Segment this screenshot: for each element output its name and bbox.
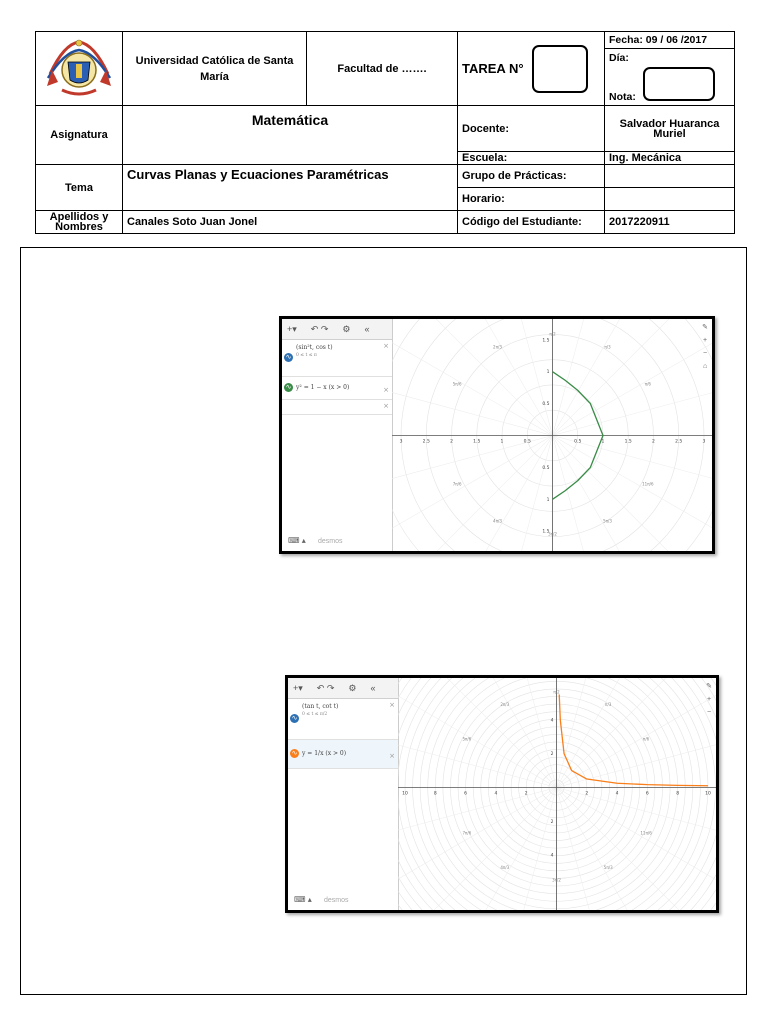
x-tick-label: 6: [645, 791, 649, 797]
polar-ray: [453, 436, 552, 551]
graph-plot-2[interactable]: [398, 678, 716, 910]
polar-ring: [398, 678, 716, 910]
y-tick-label: 1: [546, 370, 550, 376]
desmos-brand: desmos: [318, 538, 343, 545]
collapse-icon[interactable]: «: [370, 683, 376, 693]
polar-ray: [501, 319, 552, 436]
polar-graph-svg: [392, 319, 712, 551]
angle-label: 3π/2: [552, 877, 561, 883]
y-tick-label: 1: [546, 497, 550, 503]
expression-domain: 0 ≤ t ≤ π: [296, 353, 317, 358]
angle-label: 5π/3: [603, 518, 612, 524]
university-logo-icon: [44, 34, 114, 100]
tema-label: Tema: [36, 165, 123, 211]
tema-value: Curvas Planas y Ecuaciones Paramétricas: [123, 165, 458, 211]
polar-ring: [398, 678, 716, 910]
expression-text: y² = 1 − x (x > 0): [296, 384, 350, 391]
graph-screenshot-2: [285, 675, 719, 913]
polar-ray: [412, 436, 552, 551]
x-tick-label: 3: [399, 439, 403, 445]
polar-ray: [453, 319, 552, 436]
x-tick-label: 2.5: [675, 439, 683, 445]
angle-label: π/6: [644, 381, 651, 387]
polar-ring: [398, 678, 716, 910]
polar-ray: [553, 319, 652, 436]
keyboard-icon[interactable]: ⌨ ▴: [288, 536, 306, 545]
grupo-label: Grupo de Prácticas:: [458, 165, 605, 188]
faculty-name: Facultad de …….: [307, 32, 458, 106]
x-tick-label: 1: [601, 439, 605, 445]
add-icon[interactable]: +▾: [287, 323, 297, 334]
nota-box[interactable]: [643, 67, 715, 101]
close-icon[interactable]: ×: [389, 752, 395, 760]
graph-tools: [706, 682, 712, 716]
y-tick-label: 1.5: [542, 338, 550, 344]
polar-ray: [556, 735, 716, 787]
y-tick-label: 0.5: [542, 402, 550, 408]
expression-color-icon[interactable]: ∿: [285, 383, 292, 391]
graph-tools: [702, 323, 708, 370]
escuela-value: Ing. Mecánica: [605, 152, 735, 165]
angle-label: π/2: [549, 331, 556, 337]
y-tick-label: 1.5: [542, 529, 550, 535]
wrench-icon[interactable]: ✎: [702, 324, 708, 331]
x-tick-label: 2: [652, 439, 655, 445]
x-tick-label: 10: [705, 791, 711, 797]
angle-label: π/3: [605, 701, 612, 707]
x-tick-label: 1.5: [624, 439, 632, 445]
zoom-in-icon[interactable]: +: [707, 696, 712, 703]
dia-label: Día:: [609, 52, 629, 64]
angle-label: 11π/6: [640, 830, 652, 836]
expression-panel: [288, 678, 399, 910]
fecha-label: Fecha: 09 / 06 /2017: [605, 32, 734, 49]
tarea-label: TAREA N°: [462, 61, 524, 76]
x-tick-label: 4: [494, 791, 498, 797]
angle-label: 3π/2: [548, 531, 557, 537]
undo-icon[interactable]: ↶ ↷: [310, 323, 329, 334]
polar-ray: [556, 787, 716, 839]
x-tick-label: 1: [500, 439, 504, 445]
angle-label: π/6: [642, 736, 650, 742]
y-tick-label: 2: [550, 819, 554, 825]
angle-label: 4π/3: [500, 865, 510, 871]
keyboard-icon[interactable]: ⌨ ▴: [294, 895, 312, 904]
horario-value[interactable]: [605, 188, 735, 211]
tarea-number-box[interactable]: [532, 45, 588, 93]
polar-ray: [556, 787, 657, 910]
angle-label: π/3: [604, 344, 611, 350]
close-icon[interactable]: ×: [383, 386, 389, 394]
polar-graph-svg: [398, 678, 716, 910]
zoom-in-icon[interactable]: +: [703, 337, 708, 344]
y-tick-label: 4: [550, 718, 554, 724]
expression-color-icon[interactable]: ∿: [285, 353, 292, 361]
x-tick-label: 8: [676, 791, 680, 797]
x-tick-label: 0.5: [574, 439, 582, 445]
zoom-out-icon[interactable]: −: [707, 709, 712, 716]
home-icon[interactable]: ⌂: [702, 363, 708, 370]
x-tick-label: 1.5: [473, 439, 481, 445]
y-tick-label: 4: [550, 853, 554, 859]
polar-ray: [392, 436, 553, 535]
expression-text: (sin²t, cos t): [296, 344, 333, 351]
undo-icon[interactable]: ↶ ↷: [316, 682, 335, 693]
apellidos-label: Apellidos y Nombres: [36, 211, 123, 234]
expression-toolbar: [282, 319, 392, 340]
grupo-value[interactable]: [605, 165, 735, 188]
polar-ray: [414, 678, 556, 787]
gear-icon[interactable]: ⚙: [342, 323, 351, 334]
x-tick-label: 6: [464, 791, 468, 797]
x-tick-label: 8: [433, 791, 437, 797]
polar-ray: [553, 436, 693, 551]
x-tick-label: 3: [702, 439, 706, 445]
wrench-icon[interactable]: ✎: [706, 683, 712, 690]
docente-label: Docente:: [458, 106, 605, 152]
escuela-label: Escuela:: [458, 152, 605, 165]
polar-ring: [398, 678, 716, 910]
polar-ray: [553, 336, 712, 435]
expression-text: (tan t, cot t): [302, 703, 339, 710]
angle-label: π/2: [553, 689, 560, 695]
polar-ray: [556, 678, 698, 787]
polar-ring: [398, 678, 716, 910]
tarea-cell: [458, 32, 605, 106]
angle-label: 2π/3: [493, 344, 502, 350]
gear-icon[interactable]: ⚙: [348, 682, 357, 693]
graph-screenshot-1: [279, 316, 715, 554]
expression-toolbar: [288, 678, 398, 699]
date-cell: [605, 32, 735, 106]
x-tick-label: 2.5: [422, 439, 430, 445]
graph-plot-1[interactable]: [392, 319, 712, 551]
polar-ray: [456, 787, 557, 910]
expression-row-2[interactable]: [288, 740, 398, 769]
logo-cell: [36, 32, 123, 106]
asignatura-label: Asignatura: [36, 106, 123, 165]
expression-color-icon[interactable]: ∿: [291, 749, 298, 757]
x-tick-label: 10: [402, 791, 408, 797]
expression-row-1[interactable]: [288, 699, 398, 740]
expression-row-empty[interactable]: [282, 400, 392, 415]
expression-row-1[interactable]: [282, 340, 392, 377]
expression-text: y = 1/x (x > 0): [302, 750, 347, 757]
angle-label: 5π/6: [452, 381, 462, 387]
close-icon[interactable]: ×: [389, 701, 395, 709]
polar-ray: [392, 336, 553, 435]
polar-ray: [553, 436, 652, 551]
apellidos-value: Canales Soto Juan Jonel: [123, 211, 458, 234]
collapse-icon[interactable]: «: [364, 324, 370, 334]
codigo-label: Código del Estudiante:: [458, 211, 605, 234]
x-tick-label: 2: [450, 439, 453, 445]
university-name: Universidad Católica de Santa María: [123, 32, 307, 106]
horario-label: Horario:: [458, 188, 605, 211]
close-icon[interactable]: ×: [383, 342, 389, 350]
y-tick-label: 2: [550, 752, 554, 758]
x-tick-label: 2: [524, 791, 528, 797]
close-icon[interactable]: ×: [383, 402, 389, 410]
add-icon[interactable]: +▾: [293, 682, 303, 693]
expression-panel: [282, 319, 393, 551]
nota-label: Nota:: [609, 91, 636, 103]
angle-label: 2π/3: [500, 701, 510, 707]
angle-label: 7π/6: [452, 481, 462, 487]
x-tick-label: 2: [585, 791, 589, 797]
expression-domain: 0 ≤ t ≤ π/2: [302, 712, 328, 717]
angle-label: 4π/3: [493, 518, 502, 524]
codigo-value: 2017220911: [605, 211, 735, 234]
angle-label: 11π/6: [642, 481, 654, 487]
x-tick-label: 0.5: [523, 439, 531, 445]
zoom-out-icon[interactable]: −: [703, 350, 708, 357]
asignatura-value: Matemática: [123, 106, 458, 165]
expression-color-icon[interactable]: ∿: [291, 714, 298, 722]
angle-label: 5π/3: [603, 865, 613, 871]
angle-label: 5π/6: [462, 736, 472, 742]
y-tick-label: 0.5: [542, 465, 550, 471]
angle-label: 7π/6: [462, 830, 472, 836]
desmos-brand: desmos: [324, 897, 349, 904]
polar-ray: [553, 436, 712, 535]
header-table: [35, 31, 734, 233]
x-tick-label: 4: [615, 791, 619, 797]
expression-row-2[interactable]: [282, 377, 392, 400]
docente-value: Salvador Huaranca Muriel: [605, 106, 735, 152]
